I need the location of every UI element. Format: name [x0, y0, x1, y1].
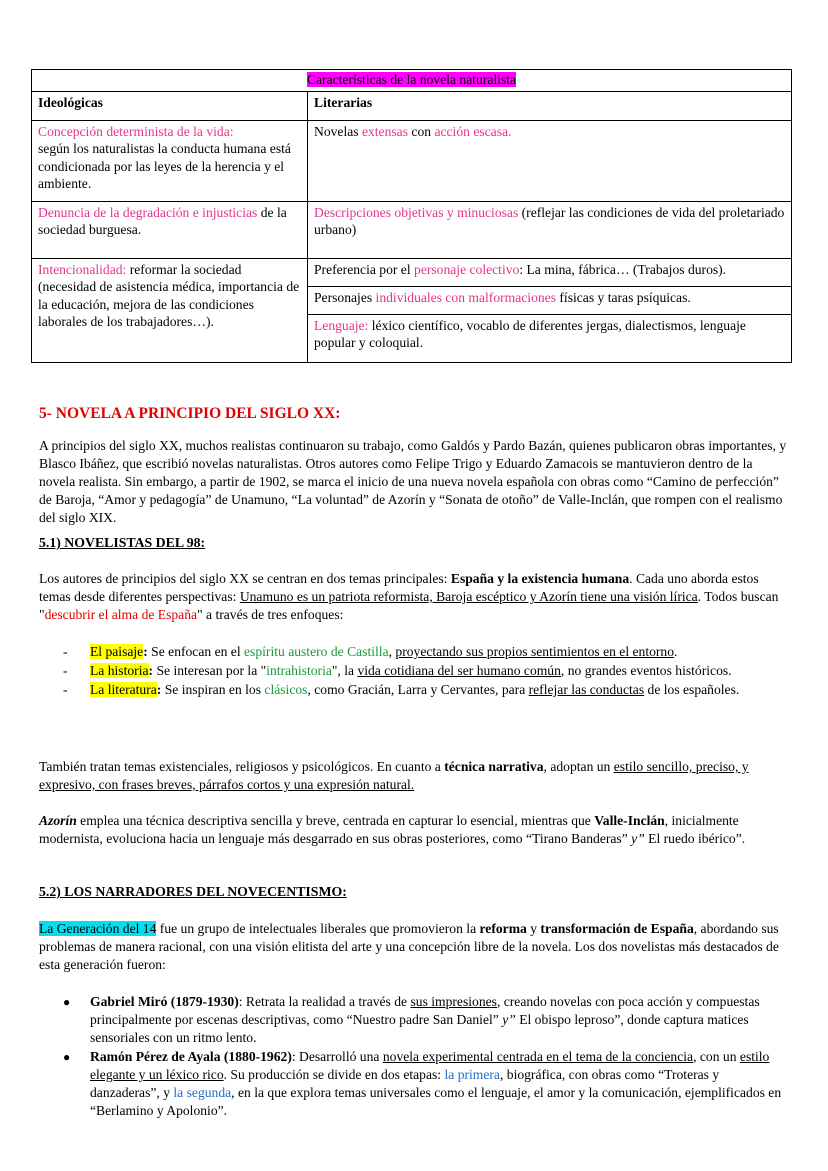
list-item: - El paisaje: Se enfocan en el espíritu austero de Castilla, proyectando sus propios sentimientos en el entorno. — [63, 644, 678, 659]
section-5-heading: 5- NOVELA A PRINCIPIO DEL SIGLO XX: — [39, 405, 341, 422]
list-item: ● Ramón Pérez de Ayala (1880-1962): Desarrolló una novela experimental centrada en el tema de la conciencia, con un estilo elegante y un léxico rico. Su producción se divide en dos etapas: la primera, biográfica, con obras como “Troteras y danzaderas”, y la segunda, en la que explora temas universales como el lenguaje, el amor y la comunicación, ejemplificados en “Berlamino y Apolonio”. — [63, 1049, 782, 1118]
table-cell: Intencionalidad: reformar la sociedad (necesidad de asistencia médica, importancia de la educación, mejora de las condiciones laborales de los trabajadores…). — [32, 258, 308, 362]
list-item: - La literatura: Se inspiran en los clásicos, como Gracián, Larra y Cervantes, para reflejar las conductas de los españoles. — [63, 682, 740, 697]
section-5-2-heading: 5.2) LOS NARRADORES DEL NOVECENTISMO: — [39, 884, 347, 899]
table-cell: Denuncia de la degradación e injusticias de la sociedad burguesa. — [32, 201, 308, 258]
naturalist-novel-table — [31, 69, 792, 363]
table-cell: Concepción determinista de la vida: según los naturalistas la conducta humana está condicionada por las leyes de la herencia y el ambiente. — [32, 120, 308, 201]
table-cell: Personajes individuales con malformaciones físicas y taras psíquicas. — [308, 286, 792, 314]
section-5-1-heading: 5.1) NOVELISTAS DEL 98: — [39, 535, 206, 550]
section-5-1-paragraph-1: Los autores de principios del siglo XX se centran en dos temas principales: España y la existencia humana. Cada uno aborda estos temas desde diferentes perspectivas: Unamuno es un patriota reformista, Baroja escéptico y Azorín tiene una visión lírica. Todos buscan "descubrir el alma de España" a través de tres enfoques: — [39, 571, 779, 622]
list-item: - La historia: Se interesan por la "intrahistoria", la vida cotidiana del ser humano común, no grandes eventos históricos. — [63, 663, 732, 678]
col-header-literarias: Literarias — [308, 91, 792, 120]
table-cell: Novelas extensas con acción escasa. — [308, 120, 792, 201]
section-5-1-paragraph-2: También tratan temas existenciales, religiosos y psicológicos. En cuanto a técnica narrativa, adoptan un estilo sencillo, preciso, y expresivo, con frases breves, párrafos cortos y una expresión natural. — [39, 759, 749, 792]
novelists-list — [39, 993, 791, 1121]
list-item: ● Gabriel Miró (1879-1930): Retrata la realidad a través de sus impresiones, creando novelas con poca acción y compuestas principalmente por escenas descriptivas, como “Nuestro padre San Daniel” y” El obispo leproso”, donde captura matices sensoriales con un ritmo lento. — [63, 994, 760, 1045]
section-5-intro: A principios del siglo XX, muchos realistas continuaron su trabajo, como Galdós y Pardo Bazán, quienes publicaron obras importantes, y Blasco Ibáñez, que escribió novelas naturalistas. Otros autores como Felipe Trigo y Eduardo Zamacois se mantuvieron dentro de la novela realista. Sin embargo, a partir de 1902, se marca el inicio de una nueva novela española con obras como “Camino de perfección” de Baroja, “Amor y pedagogía” de Unamuno, “La voluntad” de Azorín y “Sonata de otoño” de Valle-Inclán, que rompen con el realismo del siglo XIX. — [39, 438, 787, 525]
table-cell: Preferencia por el personaje colectivo: La mina, fábrica… (Trabajos duros). — [308, 258, 792, 286]
approaches-list — [39, 643, 791, 700]
section-5-2-paragraph-1: La Generación del 14 fue un grupo de intelectuales liberales que promovieron la reforma y transformación de España, abordando sus problemas de manera racional, con una visión elitista del arte y una concepción libre de la novela. Los dos novelistas más destacados de esta generación fueron: — [39, 921, 779, 972]
table-cell: Descripciones objetivas y minuciosas (reflejar las condiciones de vida del proletariado urbano) — [308, 201, 792, 258]
table-cell: Lenguaje: léxico científico, vocablo de diferentes jergas, dialectismos, lenguaje popular y coloquial. — [308, 314, 792, 362]
col-header-ideologicas: Ideológicas — [32, 91, 308, 120]
section-5-1-paragraph-3: Azorín emplea una técnica descriptiva sencilla y breve, centrada en capturar lo esencial, mientras que Valle-Inclán, inicialmente modernista, evoluciona hacia un lenguaje más desgarrado en sus obras posteriores, como “Tirano Banderas” y” El ruedo ibérico”. — [39, 813, 746, 846]
table-title-cell — [32, 70, 792, 92]
table-title: Características de la novela naturalista — [306, 72, 517, 87]
